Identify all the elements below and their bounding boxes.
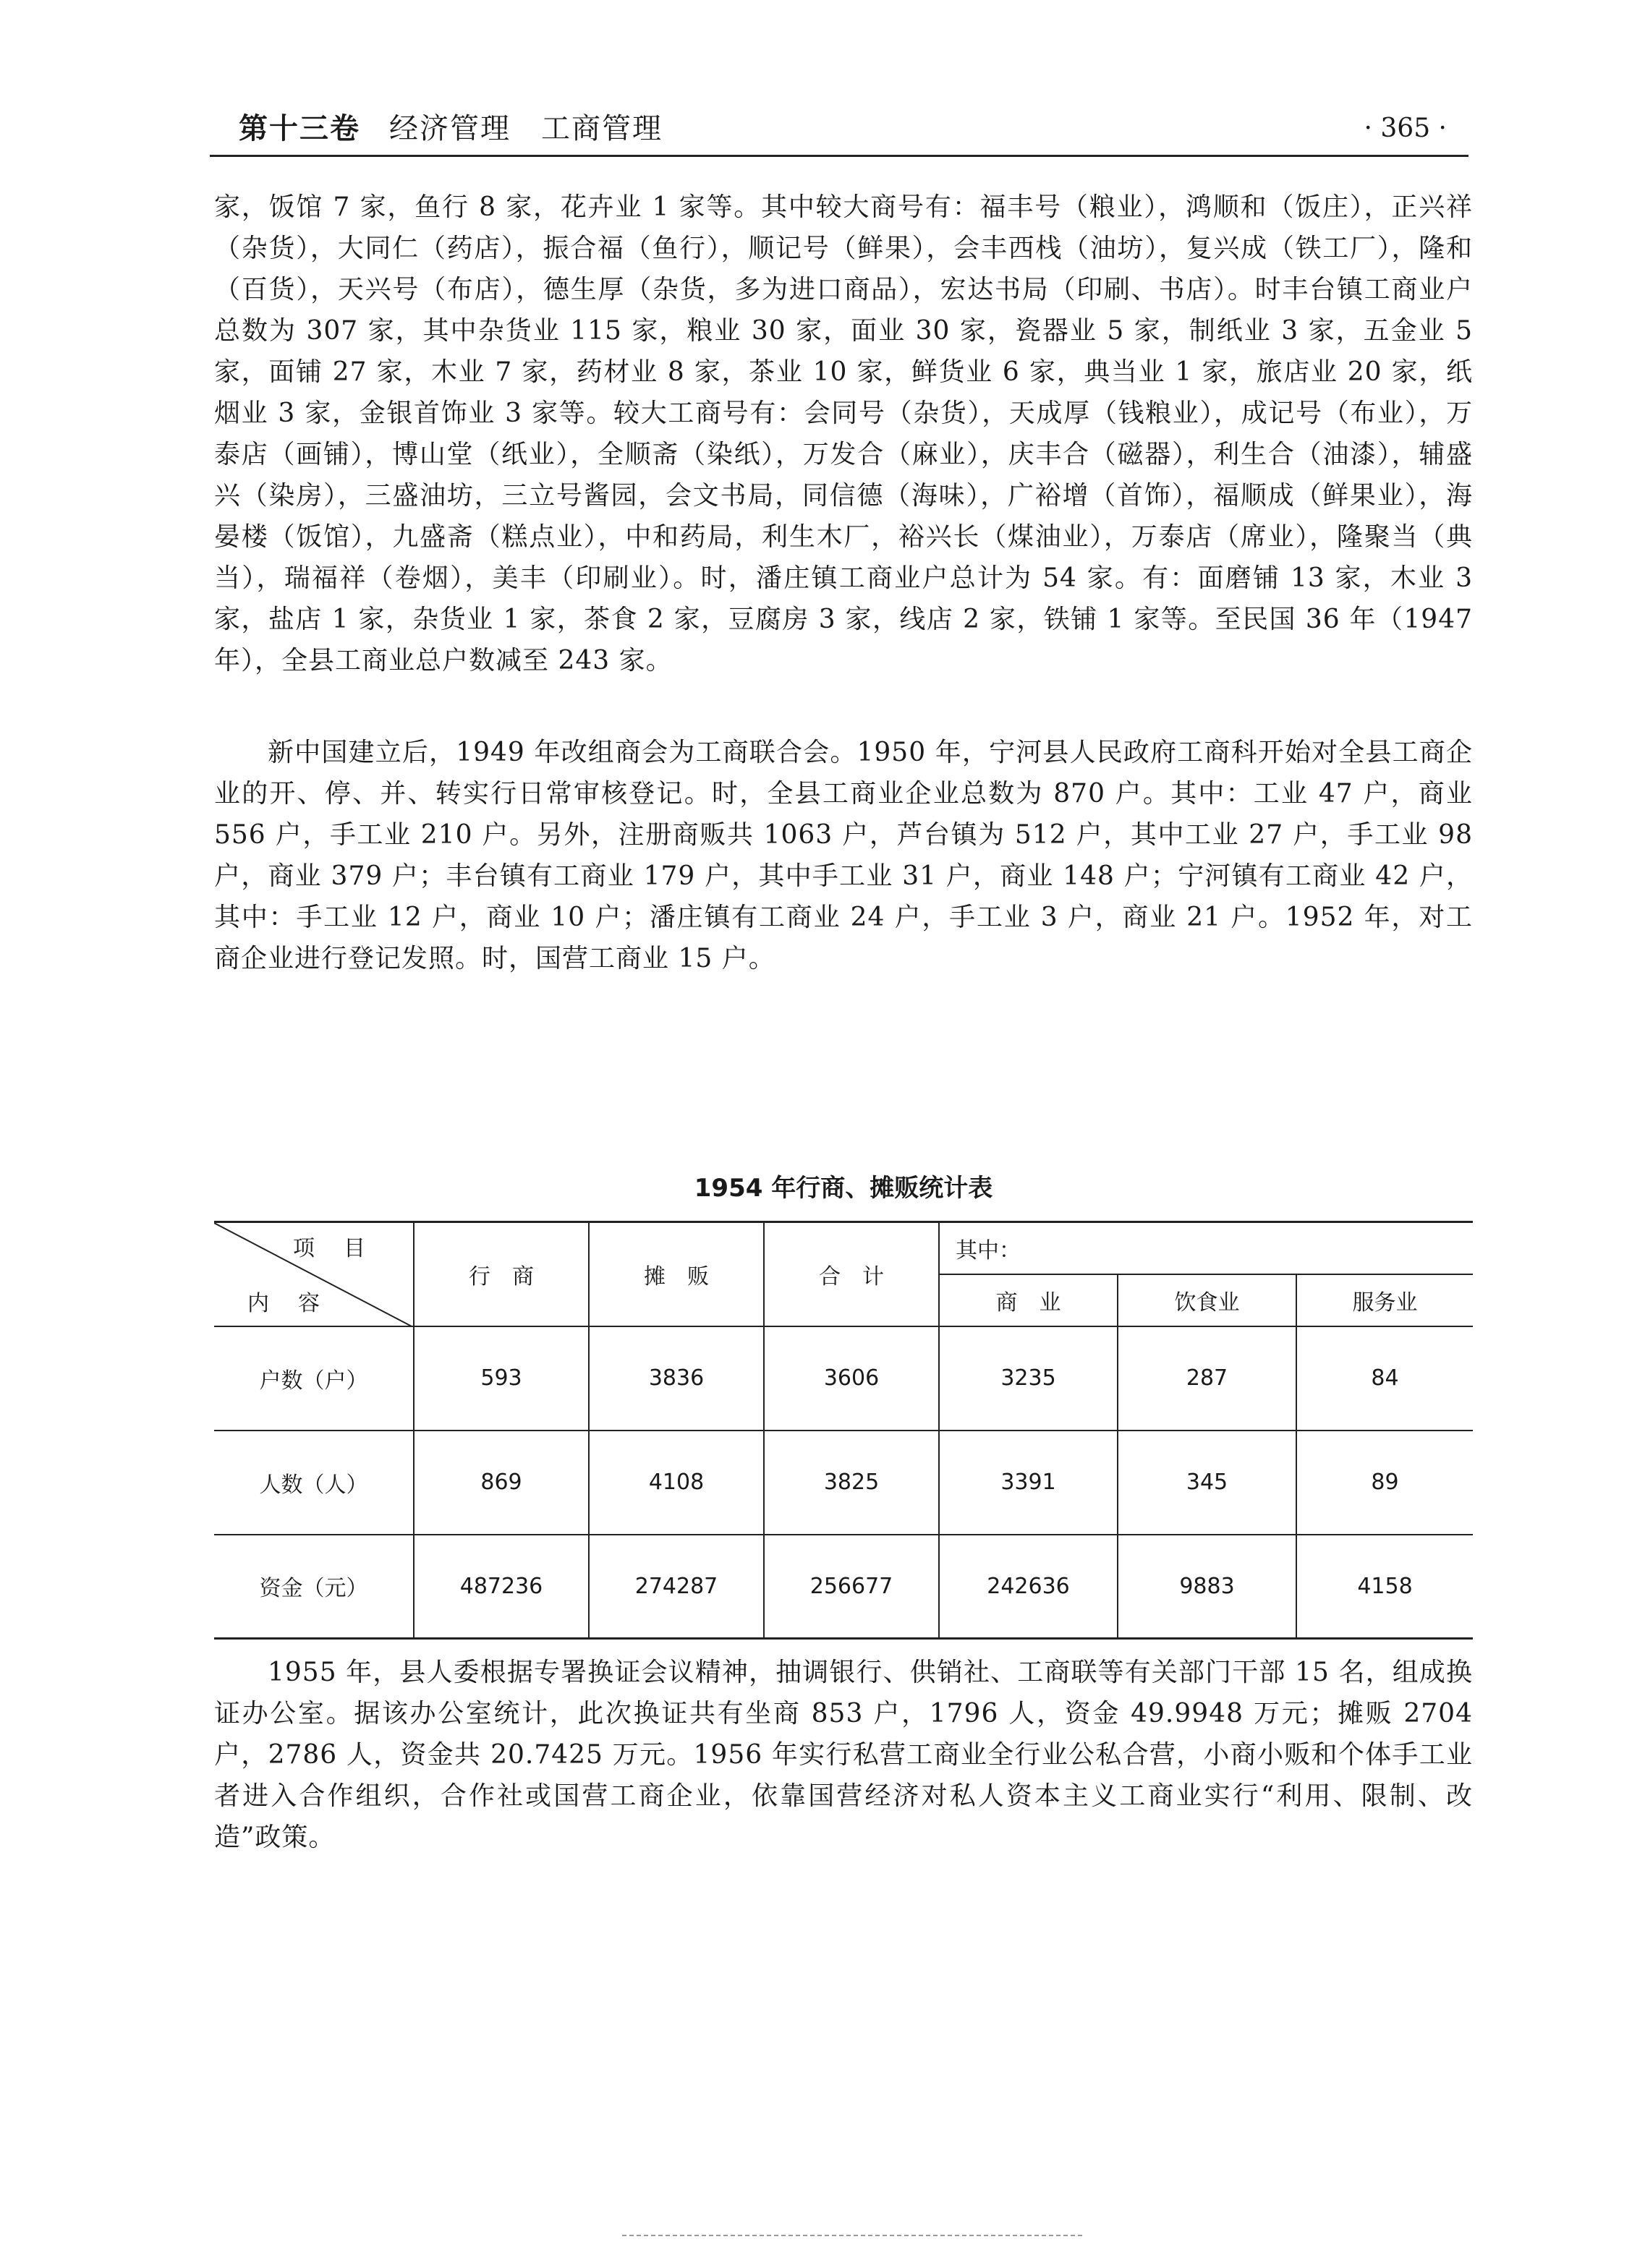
- running-header: [210, 107, 1468, 158]
- table-cell: 274287: [589, 1535, 764, 1639]
- scan-footer-mark: [622, 2235, 1085, 2236]
- paragraph-2: 新中国建立后，1949 年改组商会为工商联合会。1950 年，宁河县人民政府工商科开始对全县工商企业的开、停、并、转实行日常审核登记。时，全县工商业企业总数为 870 户。其中：工业 47 户，商业 556 户，手工业 210 户。另外，注册商贩共 1063 户，芦台镇为 512 户，其中工业 27 户，手工业 98 户，商业 379 户；丰台镇有工商业 179 户，其中手工业 31 户，商业 148 户；宁河镇有工商业 42 户，其中：手工业 12 户，商业 10 户；潘庄镇有工商业 24 户，手工业 3 户，商业 21 户。1952 年，对工商企业进行登记发照。时，国营工商业 15 户。: [214, 738, 1473, 973]
- table-cell: 869: [414, 1431, 589, 1535]
- row-label: 资金（元）: [214, 1535, 414, 1639]
- column-header-tanfan: 摊 贩: [589, 1222, 764, 1326]
- corner-bottom-label: 内容: [247, 1290, 349, 1316]
- row-label: 户数（户）: [214, 1326, 414, 1431]
- table-cell: 287: [1118, 1326, 1296, 1431]
- sub-column-header-yinshiye: 饮食业: [1118, 1274, 1296, 1326]
- page-number: · 365 ·: [1364, 114, 1447, 143]
- section-label: 经济管理 工商管理: [389, 112, 663, 145]
- text-block-1: [214, 187, 1473, 681]
- volume-label: 第十三卷: [239, 112, 360, 145]
- text-block-3: [214, 1652, 1473, 1858]
- table-cell: 487236: [414, 1535, 589, 1639]
- table-cell: 3391: [939, 1431, 1118, 1535]
- table-cell: 4158: [1296, 1535, 1473, 1639]
- table-cell: 3235: [939, 1326, 1118, 1431]
- paragraph-3: 1955 年，县人委根据专署换证会议精神，抽调银行、供销社、工商联等有关部门干部 15 名，组成换证办公室。据该办公室统计，此次换证共有坐商 853 户，1796 人，资金 49.9948 万元；摊贩 2704 户，2786 人，资金共 20.7425 万元。1956 年实行私营工商业全行业公私合营，小商小贩和个体手工业者进入合作组织，合作社或国营工商企业，依靠国营经济对私人资本主义工商业实行“利用、限制、改造”政策。: [214, 1658, 1473, 1852]
- sub-column-header-shangye: 商 业: [939, 1274, 1118, 1326]
- table-cell: 3825: [764, 1431, 939, 1535]
- table-cell: 3606: [764, 1326, 939, 1431]
- table-title: 1954 年行商、摊贩统计表: [694, 1174, 993, 1203]
- column-header-xingshang: 行 商: [414, 1222, 589, 1326]
- text-block-2: [214, 732, 1473, 979]
- header-rule: [210, 155, 1468, 157]
- table-cell: 593: [414, 1326, 589, 1431]
- table-cell: 256677: [764, 1535, 939, 1639]
- table-cell: 4108: [589, 1431, 764, 1535]
- table-cell: 242636: [939, 1535, 1118, 1639]
- corner-header-cell: [214, 1222, 414, 1326]
- paragraph-1: 家，饭馆 7 家，鱼行 8 家，花卉业 1 家等。其中较大商号有：福丰号（粮业），鸿顺和（饭庄），正兴祥（杂货），大同仁（药店），振合福（鱼行），顺记号（鲜果），会丰西栈（油坊），复兴成（铁工厂），隆和（百货），天兴号（布店），德生厚（杂货，多为进口商品），宏达书局（印刷、书店）。时丰台镇工商业户总数为 307 家，其中杂货业 115 家，粮业 30 家，面业 30 家，瓷器业 5 家，制纸业 3 家，五金业 5 家，面铺 27 家，木业 7 家，药材业 8 家，茶业 10 家，鲜货业 6 家，典当业 1 家，旅店业 20 家，纸烟业 3 家，金银首饰业 3 家等。较大工商号有：会同号（杂货），天成厚（钱粮业），成记号（布业），万泰店（画铺），博山堂（纸业），全顺斋（染纸），万发合（麻业），庆丰合（磁器），利生合（油漆），辅盛兴（染房），三盛油坊，三立号酱园，会文书局，同信德（海味），广裕增（首饰），福顺成（鲜果业），海晏楼（饭馆），九盛斋（糕点业），中和药局，利生木厂，裕兴长（煤油业），万泰店（席业），隆聚当（典当），瑞福祥（卷烟），美丰（印刷业）。时，潘庄镇工商业户总计为 54 家。有：面磨铺 13 家，木业 3 家，盐店 1 家，杂货业 1 家，茶食 2 家，豆腐房 3 家，线店 2 家，铁铺 1 家等。至民国 36 年（1947 年），全县工商业总户数减至 243 家。: [214, 192, 1473, 675]
- table-header-row: [214, 1222, 1473, 1274]
- table-cell: 3836: [589, 1326, 764, 1431]
- column-group-header: 其中：: [939, 1222, 1473, 1274]
- corner-top-label: 项目: [293, 1236, 394, 1261]
- table-cell: 9883: [1118, 1535, 1296, 1639]
- table-cell: 84: [1296, 1326, 1473, 1431]
- table-row: [214, 1431, 1473, 1535]
- stats-table: [214, 1221, 1473, 1640]
- column-header-heji: 合 计: [764, 1222, 939, 1326]
- table-cell: 89: [1296, 1431, 1473, 1535]
- table-row: [214, 1535, 1473, 1639]
- table-row: [214, 1326, 1473, 1431]
- running-head-title: [239, 107, 663, 150]
- sub-column-header-fuwuye: 服务业: [1296, 1274, 1473, 1326]
- table-cell: 345: [1118, 1431, 1296, 1535]
- row-label: 人数（人）: [214, 1431, 414, 1535]
